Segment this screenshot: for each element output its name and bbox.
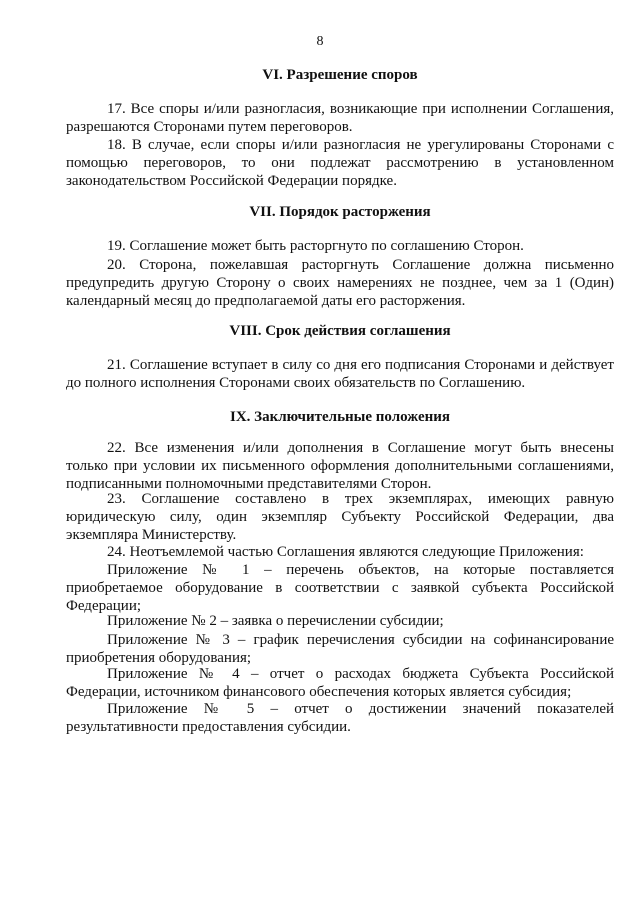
appendix-2-item: Приложение № 2 – заявка о перечислении субсидии;	[107, 613, 444, 629]
section-heading-termination: VII. Порядок расторжения	[249, 204, 431, 220]
paragraph-17: 17. Все споры и/или разногласия, возникающие при исполнении Соглашения, разрешаются Сторонами путем переговоров.	[66, 101, 614, 135]
section-heading-final-provisions: IX. Заключительные положения	[230, 409, 450, 425]
paragraph-24: 24. Неотъемлемой частью Соглашения являются следующие Приложения:	[107, 544, 584, 560]
paragraph-22: 22. Все изменения и/или дополнения в Соглашение могут быть внесены только при условии их письменного оформления дополнительными соглашениями, подписанными полномочными представителями Сторон.	[66, 440, 614, 492]
section-heading-term: VIII. Срок действия соглашения	[229, 323, 451, 339]
page-number: 8	[316, 34, 324, 49]
paragraph-18: 18. В случае, если споры и/или разногласия не урегулированы Сторонами с помощью переговоров, то они подлежат рассмотрению в установленном законодательством Российской Федерации порядке.	[66, 137, 614, 189]
appendix-4-item: Приложение № 4 – отчет о расходах бюджета Субъекта Российской Федерации, источником финансового обеспечения которых является субсидия;	[66, 666, 614, 700]
appendix-5-item: Приложение № 5 – отчет о достижении значений показателей результативности предоставления субсидии.	[66, 701, 614, 735]
paragraph-20: 20. Сторона, пожелавшая расторгнуть Соглашение должна письменно предупредить другую Сторону о своих намерениях не позднее, чем за 1 (Один) календарный месяц до предполагаемой даты его расторжения.	[66, 257, 614, 309]
section-heading-dispute-resolution: VI. Разрешение споров	[262, 67, 418, 83]
appendix-3-item: Приложение № 3 – график перечисления субсидии на софинансирование приобретения оборудования;	[66, 632, 614, 666]
appendix-1-item: Приложение № 1 – перечень объектов, на которые поставляется приобретаемое оборудование в соответствии с заявкой субъекта Российской Федерации;	[66, 562, 614, 614]
paragraph-21: 21. Соглашение вступает в силу со дня его подписания Сторонами и действует до полного исполнения Сторонами своих обязательств по Соглашению.	[66, 357, 614, 391]
paragraph-23: 23. Соглашение составлено в трех экземплярах, имеющих равную юридическую силу, один экземпляр Субъекту Российской Федерации, два экземпляра Министерству.	[66, 491, 614, 543]
paragraph-19: 19. Соглашение может быть расторгнуто по соглашению Сторон.	[107, 238, 524, 254]
